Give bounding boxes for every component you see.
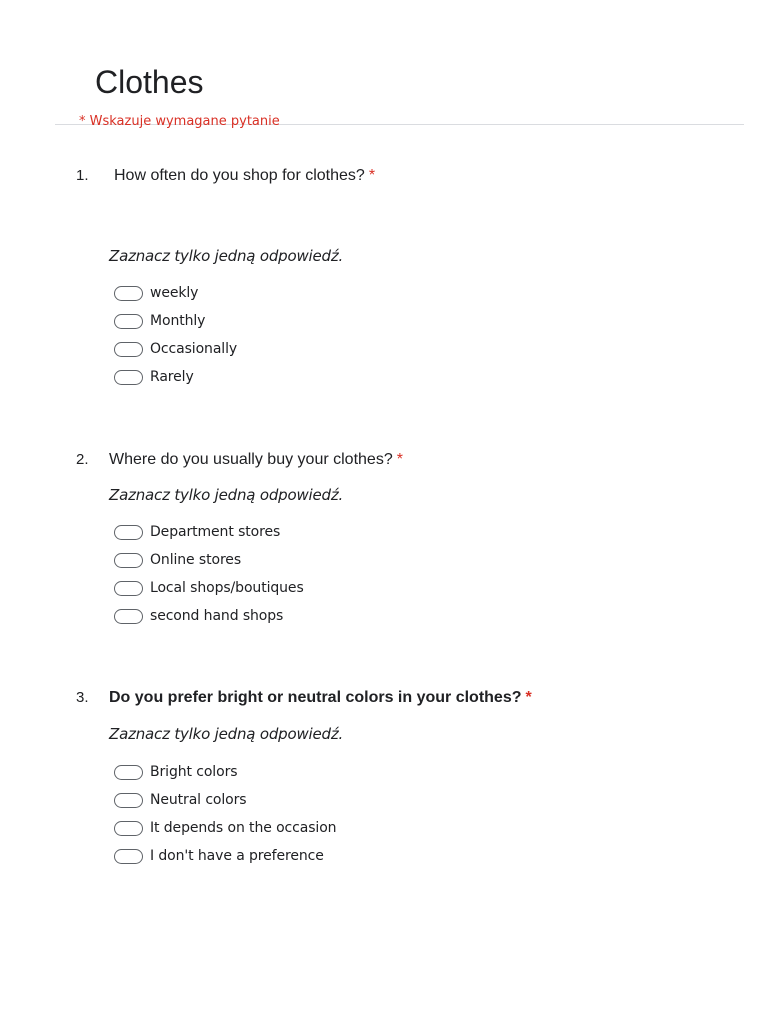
option-label: I don't have a preference — [150, 848, 324, 864]
option-second-hand-shops[interactable] — [114, 602, 304, 630]
option-label: Online stores — [150, 552, 242, 568]
required-asterisk: * — [396, 451, 403, 468]
required-note: * Wskazuje wymagane pytanie — [79, 114, 280, 129]
option-rarely[interactable] — [114, 363, 237, 391]
question-number: 3. — [76, 689, 89, 706]
option-label: Department stores — [150, 524, 281, 540]
option-label: Neutral colors — [150, 792, 247, 808]
radio-button[interactable] — [114, 370, 143, 385]
radio-button[interactable] — [114, 765, 143, 780]
radio-button[interactable] — [114, 553, 143, 568]
radio-button[interactable] — [114, 286, 143, 301]
option-label: Monthly — [150, 313, 206, 329]
option-label: Local shops/boutiques — [150, 580, 304, 596]
option-label: It depends on the occasion — [150, 820, 337, 836]
question-number: 1. — [76, 167, 89, 184]
options-list — [114, 758, 336, 870]
required-asterisk: * — [525, 689, 532, 706]
option-label: weekly — [150, 285, 199, 301]
radio-button[interactable] — [114, 849, 143, 864]
option-label: second hand shops — [150, 608, 284, 624]
option-no-preference[interactable] — [114, 842, 336, 870]
option-label: Rarely — [150, 369, 194, 385]
radio-button[interactable] — [114, 609, 143, 624]
radio-button[interactable] — [114, 793, 143, 808]
answer-instruction: Zaznacz tylko jedną odpowiedź. — [109, 486, 344, 504]
radio-button[interactable] — [114, 581, 143, 596]
option-online-stores[interactable] — [114, 546, 304, 574]
answer-instruction: Zaznacz tylko jedną odpowiedź. — [109, 725, 344, 743]
options-list — [114, 279, 237, 391]
option-depends-on-occasion[interactable] — [114, 814, 336, 842]
question-label: Where do you usually buy your clothes? — [109, 451, 393, 468]
option-weekly[interactable] — [114, 279, 237, 307]
radio-button[interactable] — [114, 314, 143, 329]
option-label: Occasionally — [150, 341, 238, 357]
options-list — [114, 518, 304, 630]
required-asterisk: * — [368, 167, 376, 184]
option-department-stores[interactable] — [114, 518, 304, 546]
radio-button[interactable] — [114, 525, 143, 540]
option-local-shops[interactable] — [114, 574, 304, 602]
question-text — [109, 688, 532, 708]
option-neutral-colors[interactable] — [114, 786, 336, 814]
radio-button[interactable] — [114, 342, 143, 357]
option-label: Bright colors — [150, 764, 238, 780]
question-number: 2. — [76, 451, 89, 468]
option-bright-colors[interactable] — [114, 758, 336, 786]
form-title: Clothes — [95, 64, 204, 100]
question-text — [109, 450, 403, 470]
question-label: Do you prefer bright or neutral colors in your clothes? — [109, 689, 522, 706]
radio-button[interactable] — [114, 821, 143, 836]
question-text — [114, 166, 375, 186]
option-occasionally[interactable] — [114, 335, 237, 363]
answer-instruction: Zaznacz tylko jedną odpowiedź. — [109, 247, 344, 265]
question-label: How often do you shop for clothes? — [114, 167, 365, 184]
option-monthly[interactable] — [114, 307, 237, 335]
